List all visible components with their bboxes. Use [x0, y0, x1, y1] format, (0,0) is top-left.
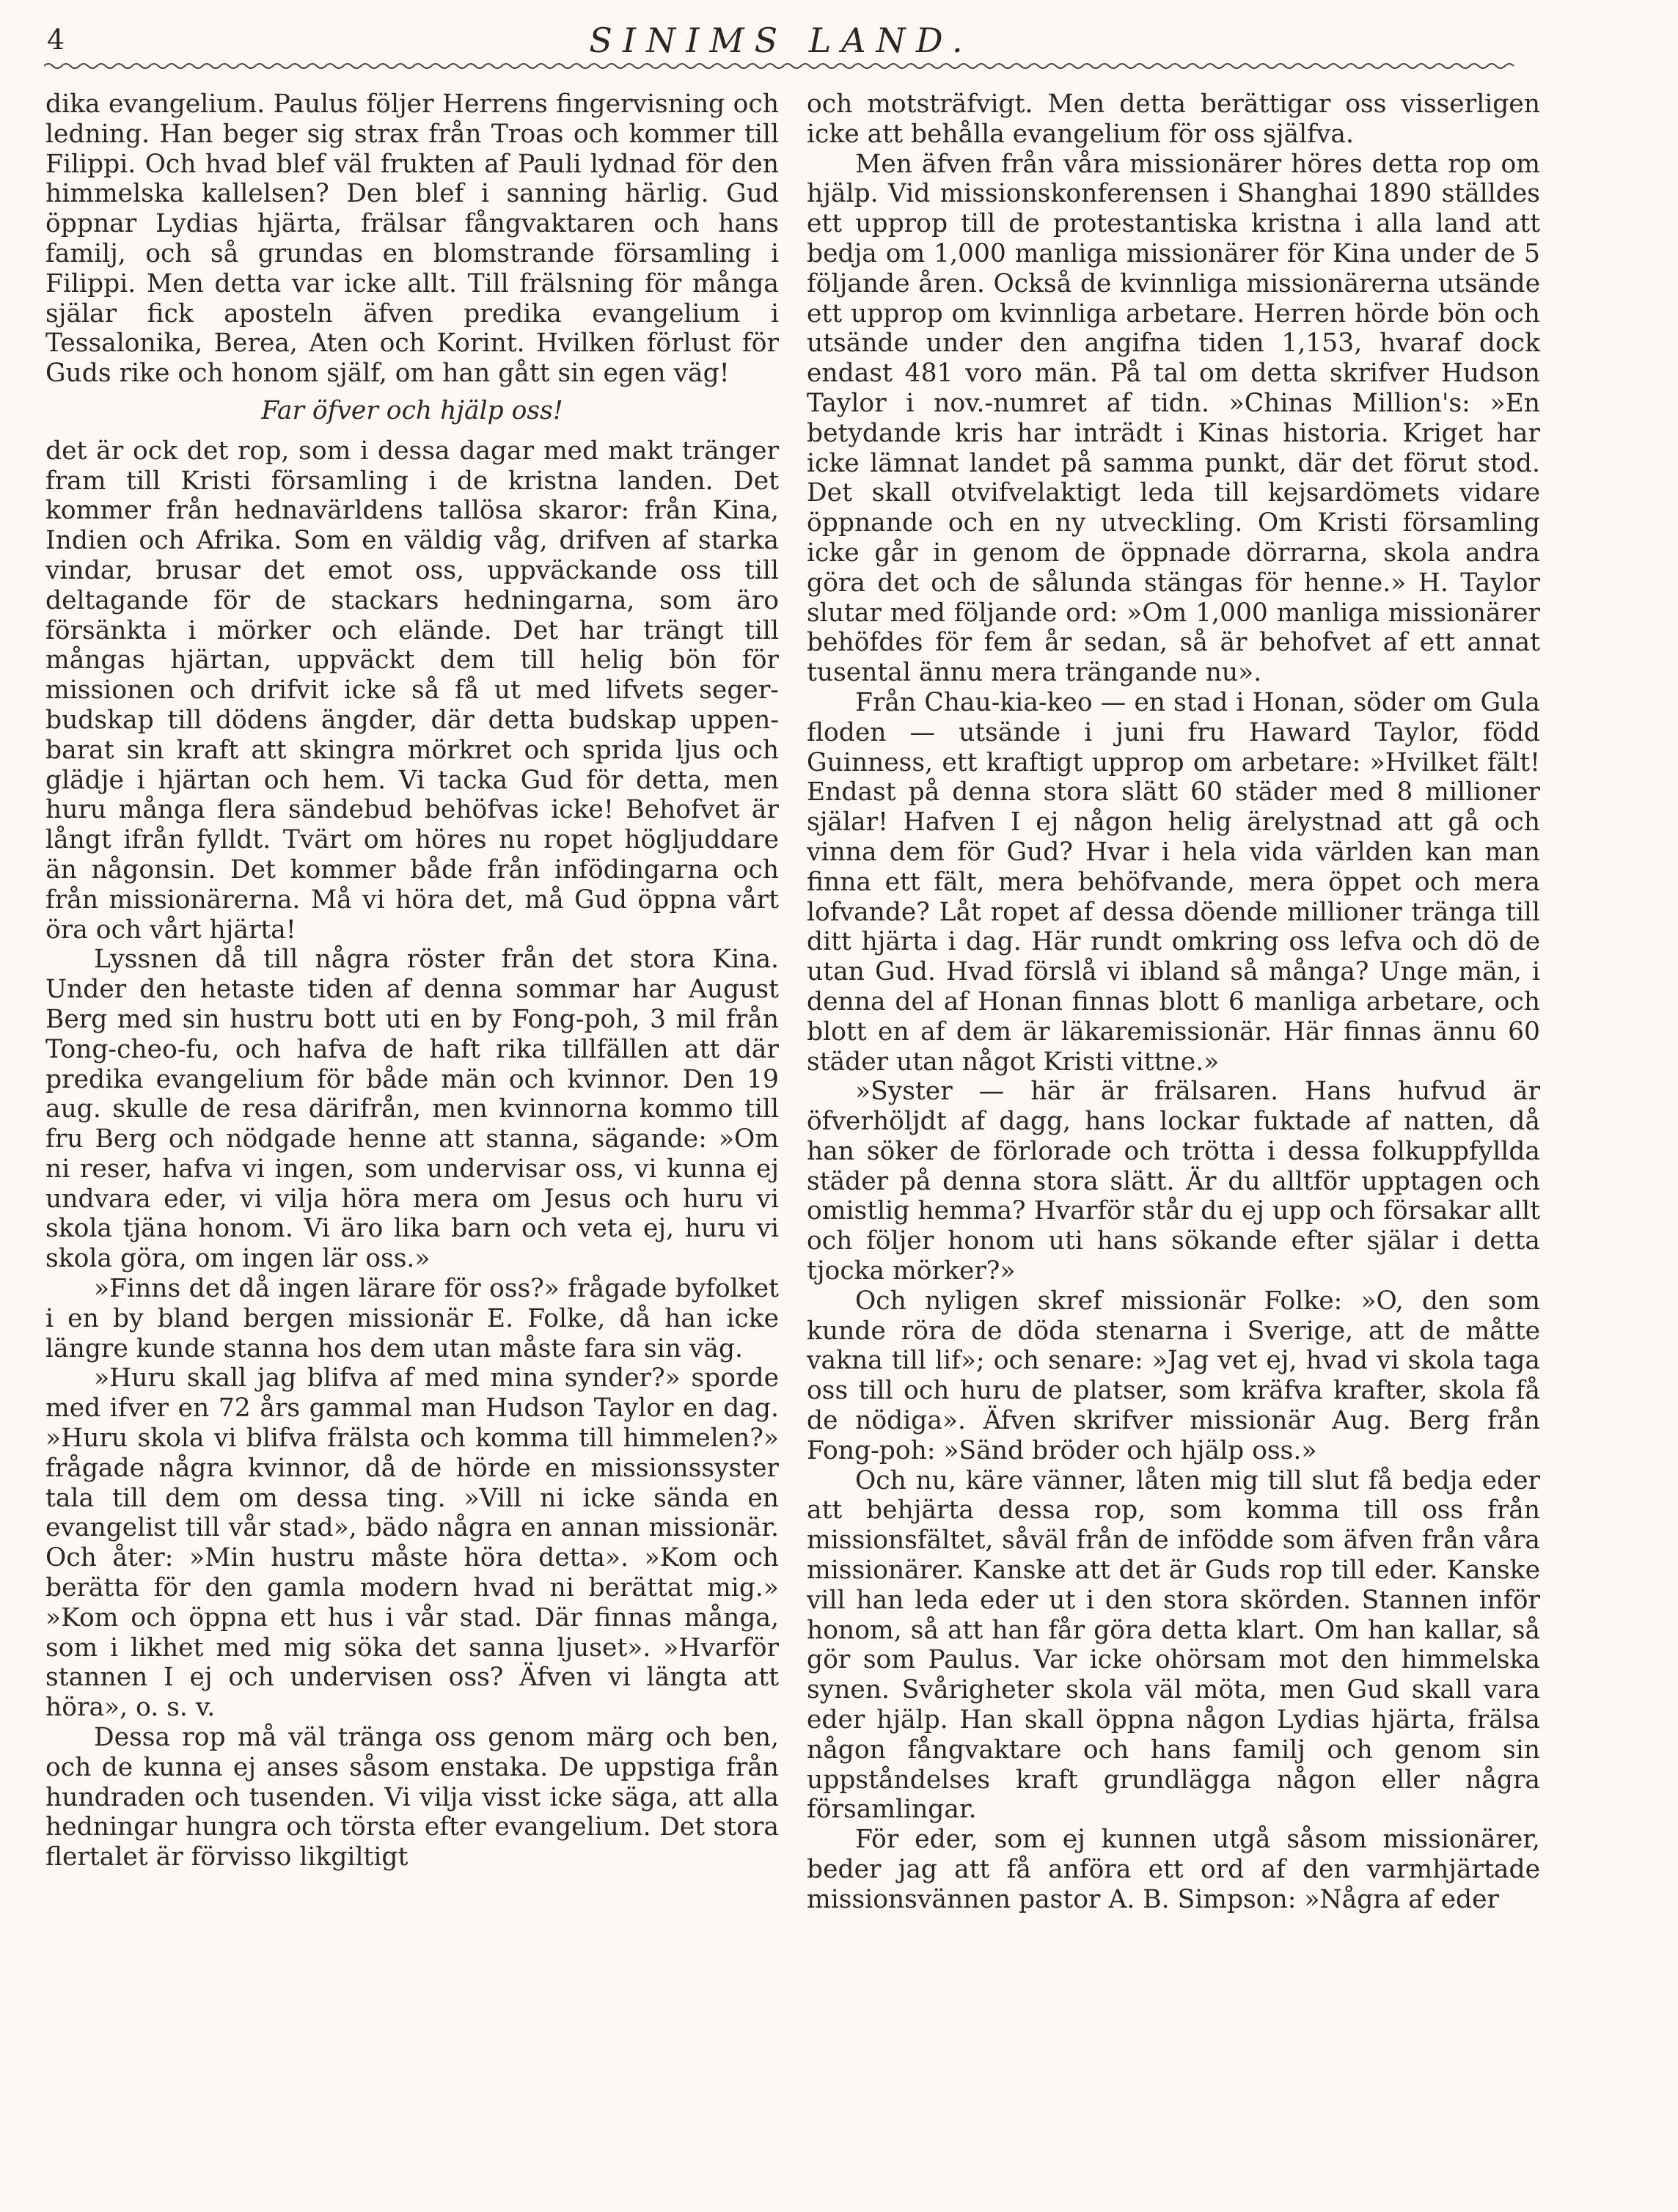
left-column [45, 89, 779, 1872]
paragraph: Lyssnen då till några röster från det stora Kina. Under den hetaste tiden af denna sommar har August Berg med sin hustru bott uti en by Fong-poh, 3 mil från Tong-cheo-fu, och hafva de haft rika tillfällen att där predika evangelium för både män och kvinnor. Den 19 aug. skulle de resa därifrån, men kvinnorna kommo till fru Berg och nödgade henne att stanna, sägande: »Om ni reser, hafva vi ingen, som undervisar oss, vi kunna ej undvara eder, vi vilja höra mera om Jesus och huru vi skola tjäna honom. Vi äro lika barn och veta ej, huru vi skola göra, om ingen lär oss.» [45, 945, 779, 1274]
paragraph: det är ock det rop, som i dessa dagar med makt tränger fram till Kristi församling i de kristna landen. Det kommer från hednavärldens tallösa skaror: från Kina, Indien och Afrika. Som en väldig våg, drifven af starka vindar, brusar det emot oss, uppväckande oss till deltagande för de stackars hedningarna, som äro försänkta i mörker och elände. Det har trängt till mångas hjärtan, uppväckt dem till helig bön för missionen och drifvit icke så få ut med lifvets segerbudskap till dödens ängder, där detta budskap uppenbarat sin kraft att skingra mörkret och sprida ljus och glädje i hjärtan och hem. Vi tacka Gud för detta, men huru många flera sändebud behöfvas icke! Behofvet är långt ifrån fylldt. Tvärt om höres nu ropet högljuddare än någonsin. Det kommer både från infödingarna och från missionärerna. Må vi höra det, må Gud öppna vårt öra och vårt hjärta! [45, 436, 779, 945]
paragraph: Dessa rop må väl tränga oss genom märg och ben, och de kunna ej anses såsom enstaka. De uppstiga från hundraden och tusenden. Vi vilja visst icke säga, att alla hedningar hungra och törsta efter evangelium. Det stora flertalet är förvisso likgiltigt [45, 1723, 779, 1872]
paragraph: »Huru skall jag blifva af med mina synder?» sporde med ifver en 72 års gammal man Hudson Taylor en dag. »Huru skola vi blifva frälsta och komma till himmelen?» frågade några kvinnor, då de hörde en missionssyster tala till dem om dessa ting. »Vill ni icke sända en evangelist till vår stad», bädo några en annan missionär. Och åter: »Min hustru måste höra detta». »Kom och berätta för den gamla modern hvad ni berättat mig.» »Kom och öppna ett hus i vår stad. Där finnas många, som i likhet med mig söka det sanna ljuset». »Hvarför stannen I ej och undervisen oss? Äfven vi längta att höra», o. s. v. [45, 1363, 779, 1723]
wavy-header-rule [44, 60, 1518, 72]
paragraph: och motsträfvigt. Men detta berättigar oss visserligen icke att behålla evangelium för oss själfva. [807, 89, 1540, 149]
running-title: SINIMS LAND. [589, 21, 973, 60]
section-heading: Far öfver och hjälp oss! [261, 395, 563, 425]
paragraph: För eder, som ej kunnen utgå såsom missionärer, beder jag att få anföra ett ord af den varmhjärtade missionsvännen pastor A. B. Simpson: »Några af eder [807, 1825, 1540, 1914]
paragraph: Och nyligen skref missionär Folke: »O, den som kunde röra de döda stenarna i Sverige, att de måtte vakna till lif»; och senare: »Jag vet ej, hvad vi skola taga oss till och huru de platser, som kräfva krafter, skola få de nödiga». Äfven skrifver missionär Aug. Berg från Fong-poh: »Sänd bröder och hjälp oss.» [807, 1286, 1540, 1465]
paragraph: »Finns det då ingen lärare för oss?» frågade byfolket i en by bland bergen missionär E. Folke, då han icke längre kunde stanna hos dem utan måste fara sin väg. [45, 1274, 779, 1363]
paragraph: Från Chau-kia-keo — en stad i Honan, söder om Gula floden — utsände i juni fru Haward Taylor, född Guinness, ett kraftigt upprop om arbetare: »Hvilket fält! Endast på denna stora slätt 60 städer med 8 millioner själar! Hafven I ej någon helig ärelystnad att gå och vinna dem för Gud? Hvar i hela vida världen kan man finna ett fält, mera behöfvande, mera öppet och mera lofvande? Låt ropet af dessa döende millioner tränga till ditt hjärta i dag. Här rundt omkring oss lefva och dö de utan Gud. Hvad förslå vi ibland så många? Unge män, i denna del af Honan finnas blott 6 manliga arbetare, och blott en af dem är läkaremissionär. Här finnas ännu 60 städer utan något Kristi vittne.» [807, 687, 1540, 1077]
paragraph: »Syster — här är frälsaren. Hans hufvud är öfverhöljdt af dagg, hans lockar fuktade af natten, då han söker de förlorade och trötta i dessa folkuppfyllda städer på denna stora slätt. Är du alltför upptagen och omistlig hemma? Hvarför står du ej upp och försakar allt och följer honom uti hans sökande efter själar i detta tjocka mörker?» [807, 1077, 1540, 1286]
page-header [44, 21, 1518, 69]
paragraph: Men äfven från våra missionärer höres detta rop om hjälp. Vid missionskonferensen i Shanghai 1890 ställdes ett upprop till de protestantiska kristna i alla land att bedja om 1,000 manliga missionärer för Kina under de 5 följande åren. Också de kvinnliga missionärerna utsände ett upprop om kvinnliga arbetare. Herren hörde bön och utsände under den angifna tiden 1,153, hvaraf dock endast 481 voro män. På tal om detta skrifver Hudson Taylor i nov.-numret af tidn. »Chinas Million's: »En betydande kris har inträdt i Kinas historia. Kriget har icke lämnat landet på samma punkt, där det förut stod. Det skall otvifvelaktigt leda till kejsardömets vidare öppnande och en ny utveckling. Om Kristi församling icke går in genom de öppnade dörrarna, skola andra göra det och de sålunda stängas för henne.» H. Taylor slutar med följande ord: »Om 1,000 manliga missionärer behöfdes för fem år sedan, så är behofvet af ett annat tusental ännu mera trängande nu». [807, 149, 1540, 688]
right-column [807, 89, 1540, 1915]
page-number: 4 [47, 23, 65, 56]
paragraph: dika evangelium. Paulus följer Herrens fingervisning och ledning. Han beger sig strax från Troas och kommer till Filippi. Och hvad blef väl frukten af Pauli lydnad för den himmelska kallelsen? Den blef i sanning härlig. Gud öppnar Lydias hjärta, frälsar fångvaktaren och hans familj, och så grundas en blomstrande församling i Filippi. Men detta var icke allt. Till frälsning för många själar fick aposteln äfven predika evangelium i Tessalonika, Berea, Aten och Korint. Hvilken förlust för Guds rike och honom själf, om han gått sin egen väg! [45, 89, 779, 389]
paragraph: Och nu, käre vänner, låten mig till slut få bedja eder att behjärta dessa rop, som komma till oss från missionsfältet, såväl från de infödde som äfven från våra missionärer. Kanske att det är Guds rop till eder. Kanske vill han leda eder ut i den stora skörden. Stannen inför honom, så att han får göra detta klart. Om han kallar, så gör som Paulus. Var icke ohörsam mot den himmelska synen. Svårigheter skola väl möta, men Gud skall vara eder hjälp. Han skall öppna någon Lydias hjärta, frälsa någon fångvaktare och hans familj och genom sin uppståndelses kraft grundlägga någon eller några församlingar. [807, 1465, 1540, 1825]
